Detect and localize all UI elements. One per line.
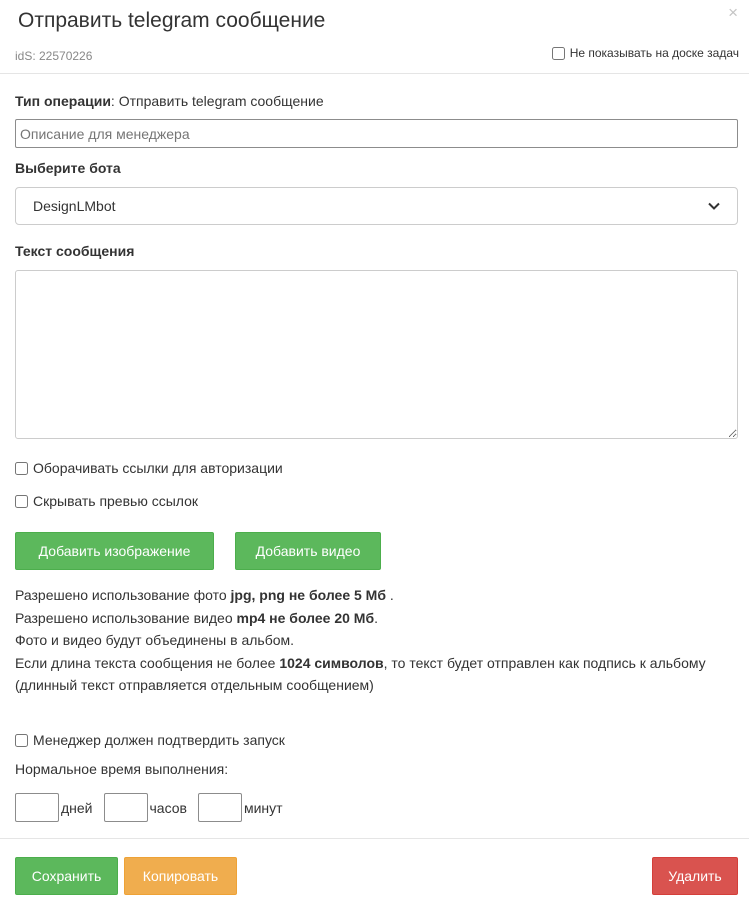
- hide-board-toggle[interactable]: [552, 46, 739, 60]
- minutes-input[interactable]: [198, 793, 242, 822]
- normal-time-label: Нормальное время выполнения:: [15, 761, 229, 777]
- wrap-links-checkbox[interactable]: [15, 462, 28, 475]
- modal-header: [0, 0, 749, 74]
- photo-info-limit: jpg, png не более 5 Мб: [230, 587, 386, 603]
- days-input[interactable]: [15, 793, 59, 822]
- photo-info-suffix: .: [386, 587, 394, 603]
- caption-info-suffix: , то текст будет отправлен как подпись к альбому (длинный текст отправляется отдельным сообщением): [15, 654, 706, 693]
- modal-title: Отправить telegram сообщение: [18, 9, 326, 32]
- caption-info: [15, 652, 738, 697]
- operation-type: [15, 93, 324, 109]
- photo-info-prefix: Разрешено использование фото: [15, 587, 231, 603]
- bot-label: Выберите бота: [15, 160, 121, 176]
- operation-type-label: Тип операции: [15, 93, 111, 109]
- add-image-button[interactable]: Добавить изображение: [15, 532, 214, 570]
- days-label: дней: [61, 799, 93, 816]
- album-info: Фото и видео будут объединены в альбом.: [15, 632, 295, 648]
- add-video-button[interactable]: Добавить видео: [235, 532, 381, 570]
- hide-preview-label: Скрывать превью ссылок: [33, 493, 199, 509]
- photo-info: [15, 584, 738, 607]
- video-info-prefix: Разрешено использование видео: [15, 609, 237, 626]
- modal-footer: [0, 838, 749, 909]
- ids-label: idS: 22570226: [15, 49, 93, 63]
- operation-type-value: : Отправить telegram сообщение: [110, 93, 324, 109]
- hide-preview-checkbox[interactable]: [15, 495, 28, 508]
- video-info: [15, 607, 738, 630]
- manager-description-input[interactable]: [15, 119, 738, 148]
- chevron-down-icon: [708, 199, 720, 213]
- hours-label: часов: [149, 799, 187, 816]
- close-icon[interactable]: ×: [728, 3, 738, 22]
- delete-button[interactable]: Удалить: [652, 857, 738, 895]
- bot-selected-value: DesignLMbot: [33, 198, 116, 214]
- wrap-links-toggle[interactable]: [15, 460, 283, 476]
- manager-confirm-toggle[interactable]: [15, 732, 285, 748]
- manager-confirm-label: Менеджер должен подтвердить запуск: [33, 732, 285, 748]
- video-info-limit: mp4 не более 20 Мб: [236, 609, 375, 626]
- media-info: [15, 584, 738, 697]
- message-label: Текст сообщения: [15, 243, 135, 259]
- copy-button[interactable]: Копировать: [124, 857, 237, 895]
- caption-info-limit: 1024 символов: [279, 654, 384, 671]
- hide-board-checkbox[interactable]: [552, 47, 565, 60]
- caption-info-prefix: Если длина текста сообщения не более: [15, 654, 280, 671]
- bot-select[interactable]: [15, 187, 738, 225]
- hide-preview-toggle[interactable]: [15, 493, 198, 509]
- normal-time-inputs: [15, 793, 294, 822]
- manager-confirm-checkbox[interactable]: [15, 734, 28, 747]
- hide-board-label: Не показывать на доске задач: [569, 46, 739, 60]
- minutes-label: минут: [243, 799, 283, 816]
- video-info-suffix: .: [374, 609, 378, 626]
- wrap-links-label: Оборачивать ссылки для авторизации: [33, 460, 283, 476]
- save-button[interactable]: Сохранить: [15, 857, 118, 895]
- message-textarea[interactable]: [15, 270, 738, 439]
- hours-input[interactable]: [104, 793, 148, 822]
